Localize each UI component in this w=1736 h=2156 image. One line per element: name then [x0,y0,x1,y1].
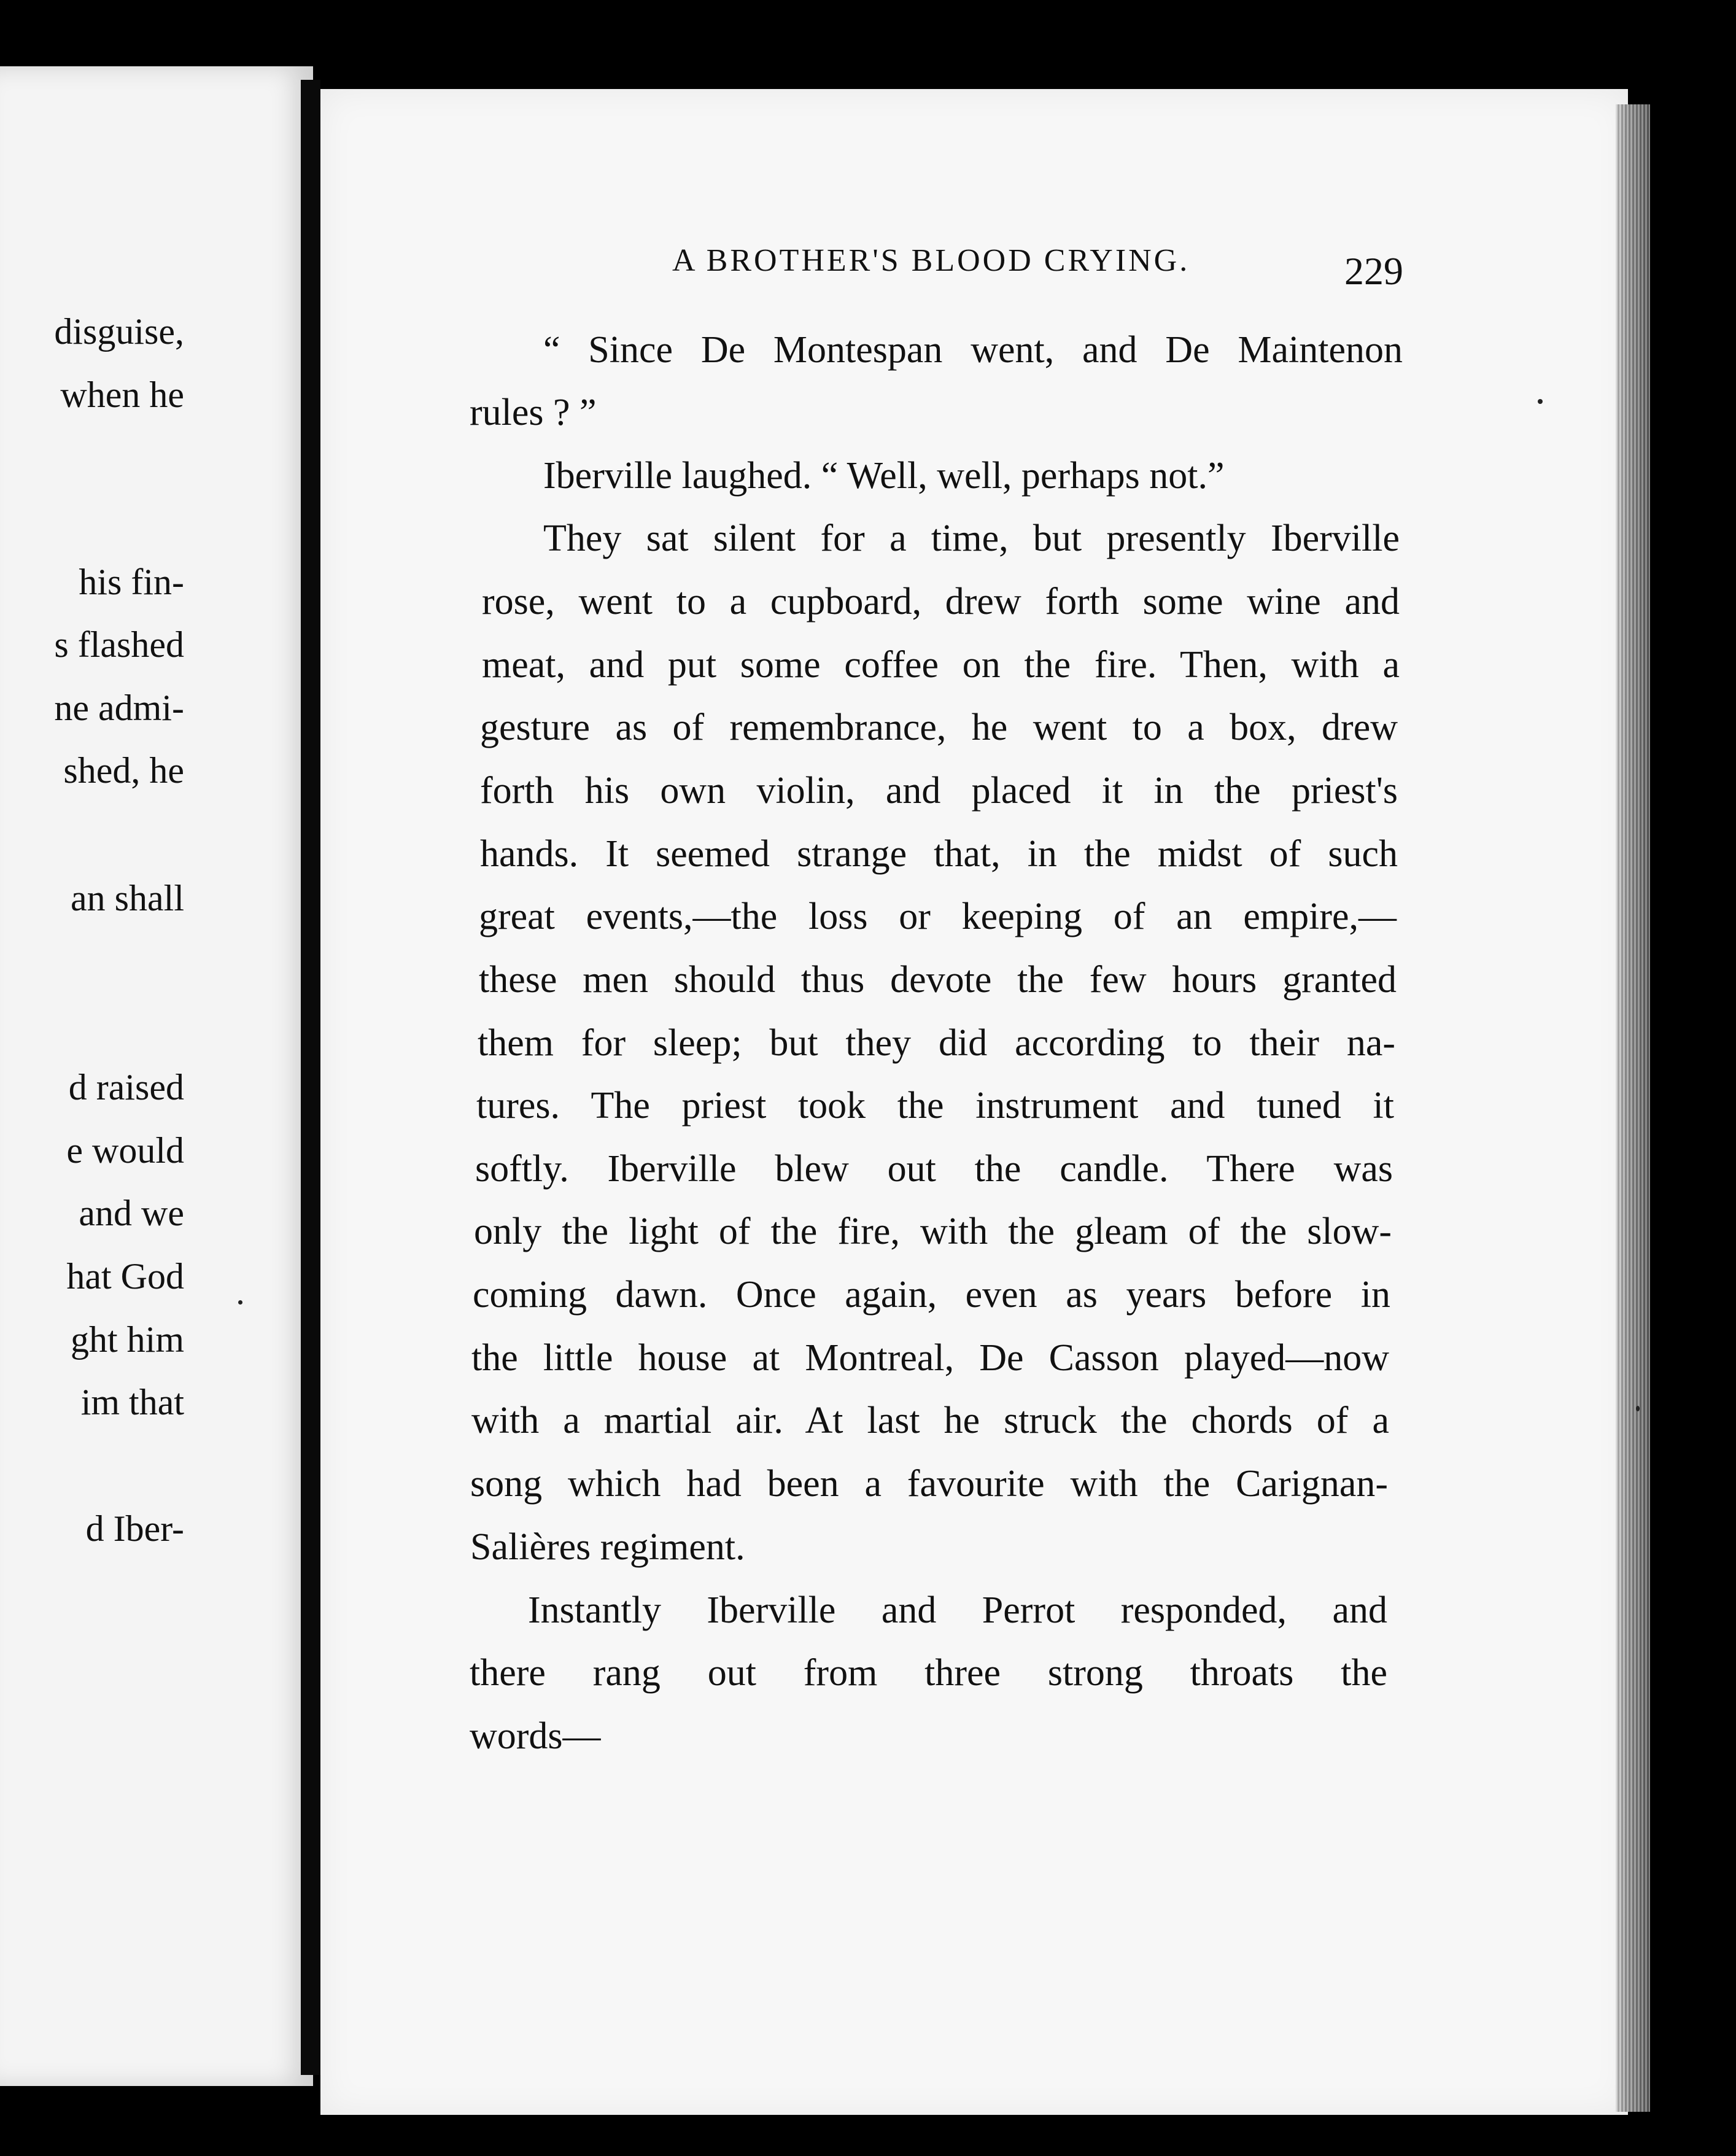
text-line: gesture as of remembrance, he went to a box, drew [480,707,1398,748]
left-text-line: shed, he [63,750,184,791]
text-line: the little house at Montreal, De Casson played—now [471,1337,1389,1379]
left-text-line: an shall [71,878,184,918]
left-text-line: disguise, [54,311,184,352]
scan-speck [1636,1406,1640,1411]
left-page [0,66,313,2086]
left-text-line: s flashed [54,624,184,665]
left-text-line: when he [60,374,184,415]
book-gutter [301,80,320,2075]
text-line: forth his own violin, and placed it in the priest's [480,770,1398,812]
text-line: great events,—the loss or keeping of an empire,— [479,896,1397,937]
scan-speck [1538,399,1543,404]
text-line: meat, and put some coffee on the fire. Then, with a [482,644,1400,686]
text-line: only the light of the fire, with the gleam of the slow- [474,1211,1392,1252]
text-line: “ Since De Montespan went, and De Maintenon [543,329,1403,371]
text-line: Salières regiment. [470,1526,745,1568]
text-line: song which had been a favourite with the Carignan- [470,1463,1388,1505]
left-text-line: im that [80,1382,184,1422]
text-line: rose, went to a cupboard, drew forth some wine and [482,581,1400,622]
text-line: with a martial air. At last he struck the chords of a [471,1400,1389,1441]
left-text-line: ne admi- [54,688,184,728]
text-line: softly. Iberville blew out the candle. There was [475,1148,1393,1190]
text-line: tures. The priest took the instrument and tuned it [476,1085,1394,1126]
text-line: these men should thus devote the few hours granted [479,959,1397,1001]
text-line: them for sleep; but they did according to their na- [478,1022,1395,1064]
text-line: hands. It seemed strange that, in the midst of such [480,833,1398,875]
left-text-line: hat God [66,1256,184,1297]
left-text-line: and we [79,1193,184,1233]
left-text-line: d raised [68,1067,184,1107]
page-number: 229 [1344,249,1403,293]
running-head: A BROTHER'S BLOOD CRYING. [672,243,1190,278]
text-line: coming dawn. Once again, even as years before in [473,1274,1390,1316]
left-text-line: ght him [70,1319,184,1360]
left-text-line: d Iber- [85,1508,184,1549]
scan-speck [238,1300,242,1305]
text-line: words— [470,1715,601,1757]
left-text-line: e would [66,1130,184,1171]
page-edge [1616,104,1650,2112]
text-line: They sat silent for a time, but presently Iberville [543,518,1400,559]
text-line: Iberville laughed. “ Well, well, perhaps not.” [543,455,1225,497]
text-line: rules ? ” [470,392,597,433]
text-line: Instantly Iberville and Perrot responded, and [528,1589,1387,1631]
text-line: there rang out from three strong throats the [470,1652,1387,1694]
left-text-line: his fin- [79,562,184,602]
